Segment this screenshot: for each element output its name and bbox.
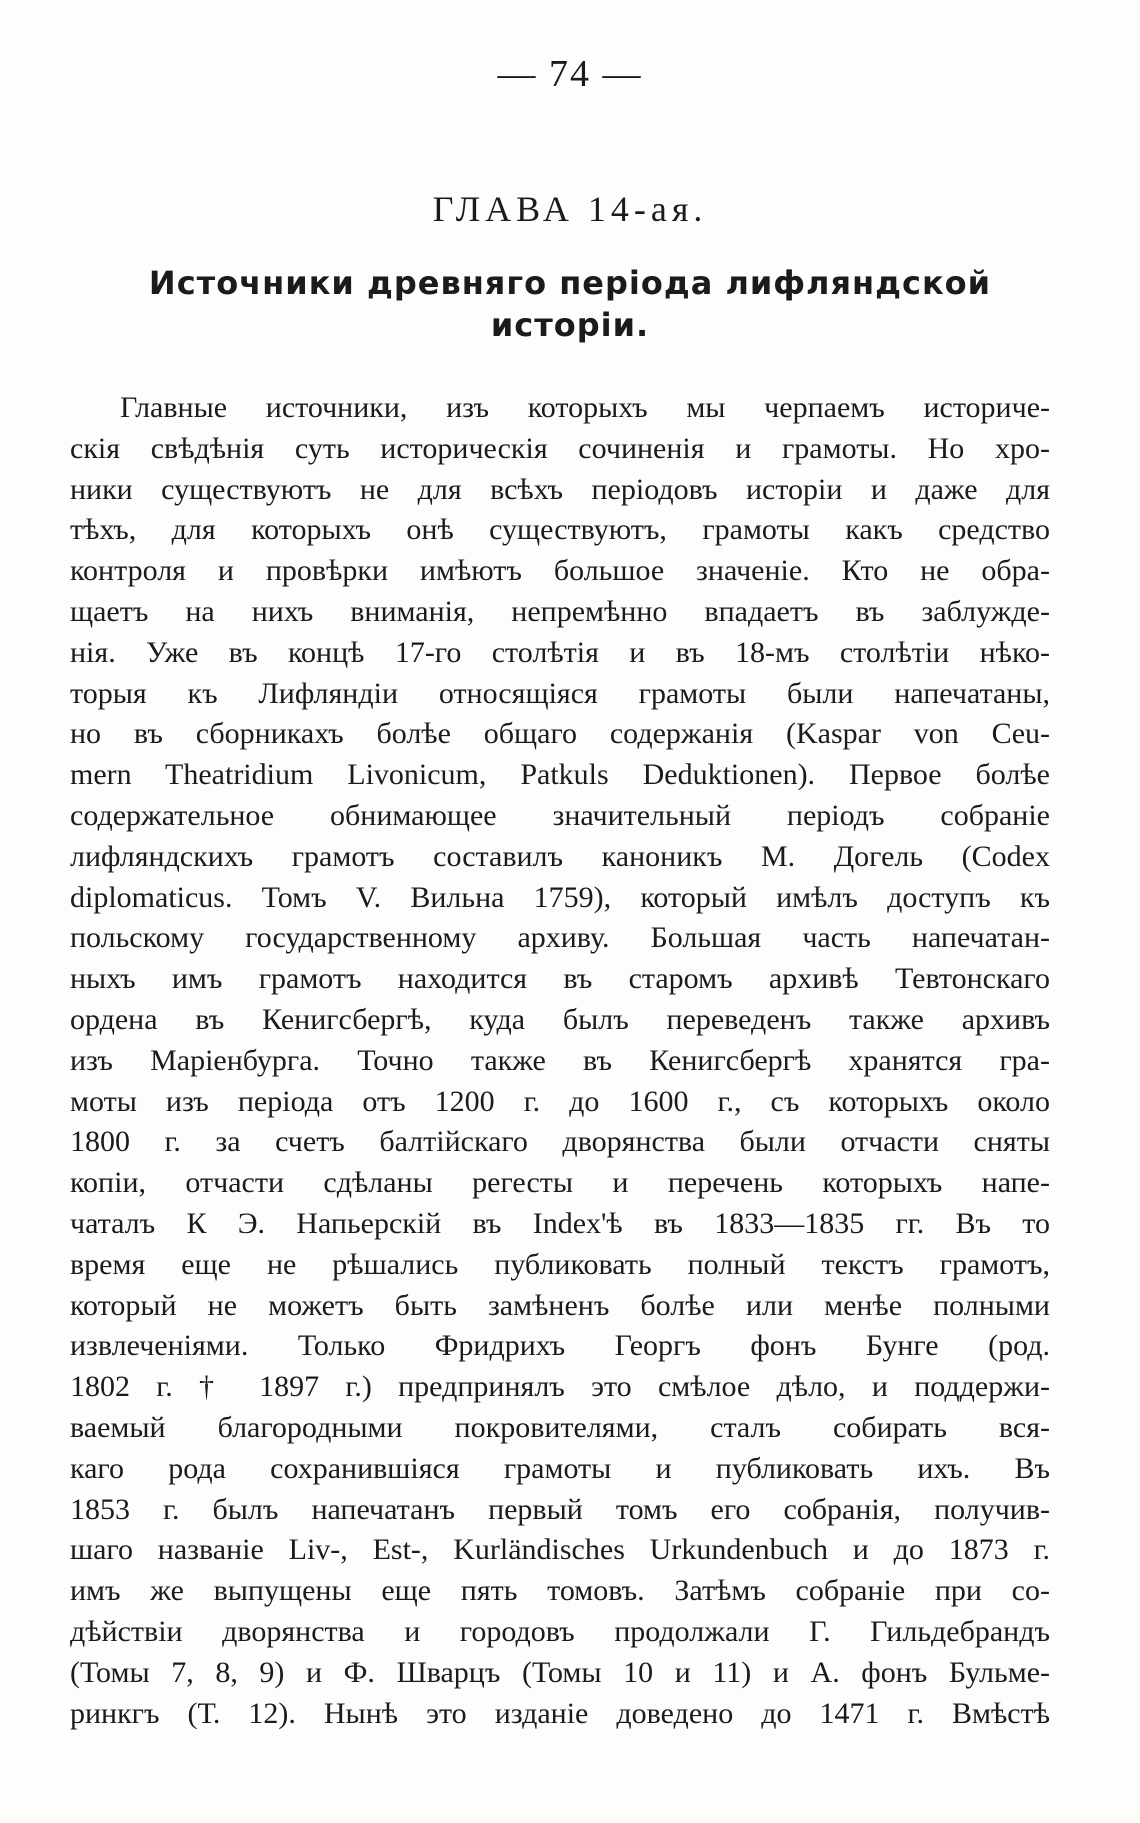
text-line: ринкгъ (Т. 12). Нынѣ это изданіе доведено до 1471 г. Вмѣстѣ — [70, 1696, 1050, 1730]
text-line: скія свѣдѣнія суть историческія сочиненія и грамоты. Но хро- — [70, 431, 1050, 465]
text-line: лифляндскихъ грамотъ составилъ каноникъ М. Догель (Codex — [70, 839, 1050, 873]
text-line: шаго названіе Liv-, Est-, Kurländisches Urkundenbuch и до 1873 г. — [70, 1533, 1050, 1567]
chapter-title-line: исторіи. — [490, 306, 650, 344]
text-line: тѣхъ, для которыхъ онѣ существуютъ, грамоты какъ средство — [70, 513, 1050, 547]
text-line: время еще не рѣшались публиковать полный текстъ грамотъ, — [70, 1247, 1050, 1281]
text-line: польскому государственному архиву. Большая часть напечатан- — [70, 921, 1050, 955]
page-number: — 74 — — [497, 53, 643, 95]
text-line: diplomaticus. Томъ V. Вильна 1759), который имѣлъ доступъ къ — [70, 880, 1050, 914]
text-line: ордена въ Кенигсбергѣ, куда былъ переведенъ также архивъ — [70, 1002, 1050, 1036]
chapter-heading: ГЛАВА 14-ая. — [432, 189, 708, 229]
text-line: содержательное обнимающее значительный періодъ собраніе — [70, 798, 1050, 832]
text-line: дѣйствіи дворянства и городовъ продолжали Г. Гильдебрандъ — [70, 1614, 1050, 1648]
text-line: ваемый благородными покровителями, сталъ собирать вся- — [70, 1410, 1050, 1444]
chapter-title — [100, 262, 1040, 346]
text-line: но въ сборникахъ болѣе общаго содержанія (Kaspar von Ceu- — [70, 717, 1050, 751]
text-line: mern Theatridium Livonicum, Patkuls Deduktionen). Первое болѣе — [70, 758, 1050, 792]
text-line: ники существуютъ не для всѣхъ періодовъ исторіи и даже для — [70, 472, 1050, 506]
text-line: нія. Уже въ концѣ 17-го столѣтія и въ 18-мъ столѣтіи нѣко- — [70, 635, 1050, 669]
text-line: 1802 г. † 1897 г.) предпринялъ это смѣлое дѣло, и поддержи- — [70, 1370, 1050, 1404]
text-line: каго рода сохранившіяся грамоты и публиковать ихъ. Въ — [70, 1451, 1050, 1485]
text-line: (Томы 7, 8, 9) и Ф. Шварцъ (Томы 10 и 11) и А. фонъ Бульме- — [70, 1655, 1050, 1689]
text-line: Главные источники, изъ которыхъ мы черпаемъ историче- — [120, 391, 1050, 424]
text-line: извлеченіями. Только Фридрихъ Георгъ фонъ Бунге (род. — [70, 1329, 1050, 1363]
text-line: 1853 г. былъ напечатанъ первый томъ его собранія, получив- — [70, 1492, 1050, 1526]
body-text — [70, 388, 1050, 1734]
text-line: копіи, отчасти сдѣланы регесты и перечень которыхъ напе- — [70, 1166, 1050, 1200]
text-line: который не можетъ быть замѣненъ болѣе или менѣе полными — [70, 1288, 1050, 1322]
text-line: изъ Маріенбурга. Точно также въ Кенигсбергѣ хранятся гра- — [70, 1043, 1050, 1077]
text-line: имъ же выпущены еще пять томовъ. Затѣмъ собраніе при со- — [70, 1574, 1050, 1608]
text-line: ныхъ имъ грамотъ находится въ старомъ архивѣ Тевтонскаго — [70, 962, 1050, 996]
text-line: моты изъ періода отъ 1200 г. до 1600 г., съ которыхъ около — [70, 1084, 1050, 1118]
text-line: чаталъ К Э. Напьерскій въ Index'ѣ въ 1833—1835 гг. Въ то — [70, 1206, 1050, 1240]
text-line: щаетъ на нихъ вниманія, непремѣнно впадаетъ въ заблужде- — [70, 594, 1050, 628]
chapter-title-line: Источники древняго періода лифляндской — [148, 264, 992, 302]
text-line: контроля и провѣрки имѣютъ большое значеніе. Кто не обра- — [70, 554, 1050, 588]
text-line: торыя къ Лифляндіи относящіяся грамоты были напечатаны, — [70, 676, 1050, 710]
text-line: 1800 г. за счетъ балтійскаго дворянства были отчасти сняты — [70, 1125, 1050, 1159]
